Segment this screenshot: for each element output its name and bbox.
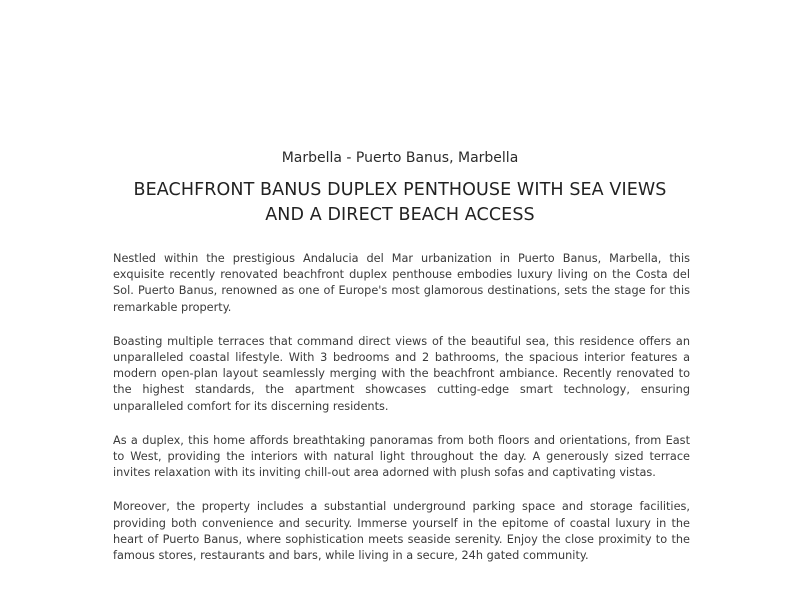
description-paragraph-1: Nestled within the prestigious Andalucia del Mar urbanization in Puerto Banus, Marbella, this exquisite recently renovated beachfront duplex penthouse embodies luxury living on the Costa del Sol. Puerto Banus, renowned as one of Europe's most glamorous destinations, sets the stage for this remarkable property. xyxy=(113,252,690,314)
description-paragraph-2: Boasting multiple terraces that command direct views of the beautiful sea, this residence offers an unparalleled coastal lifestyle. With 3 bedrooms and 2 bathrooms, the spacious interior features a modern open-plan layout seamlessly merging with the beachfront ambiance. Recently renovated to the highest standards, the apartment showcases cutting-edge smart technology, ensuring unparalleled comfort for its discerning residents. xyxy=(113,334,690,413)
property-title-line-1: BEACHFRONT BANUS DUPLEX PENTHOUSE WITH SEA VIEWS xyxy=(133,180,667,200)
property-location: Marbella - Puerto Banus, Marbella xyxy=(281,150,519,166)
description-paragraph-4: Moreover, the property includes a substantial underground parking space and storage facilities, providing both convenience and security. Immerse yourself in the epitome of coastal luxury in the heart of Puerto Banus, where sophistication meets seaside serenity. Enjoy the close proximity to the famous stores, restaurants and bars, while living in a secure, 24h gated community. xyxy=(113,500,690,563)
description-paragraph-3: As a duplex, this home affords breathtaking panoramas from both floors and orientations, from East to West, providing the interiors with natural light throughout the day. A generously sized terrace invites relaxation with its inviting chill-out area adorned with plush sofas and captivating vistas. xyxy=(113,433,690,480)
property-title-line-2: AND A DIRECT BEACH ACCESS xyxy=(265,205,535,225)
property-title xyxy=(100,178,700,228)
property-description xyxy=(113,251,690,582)
